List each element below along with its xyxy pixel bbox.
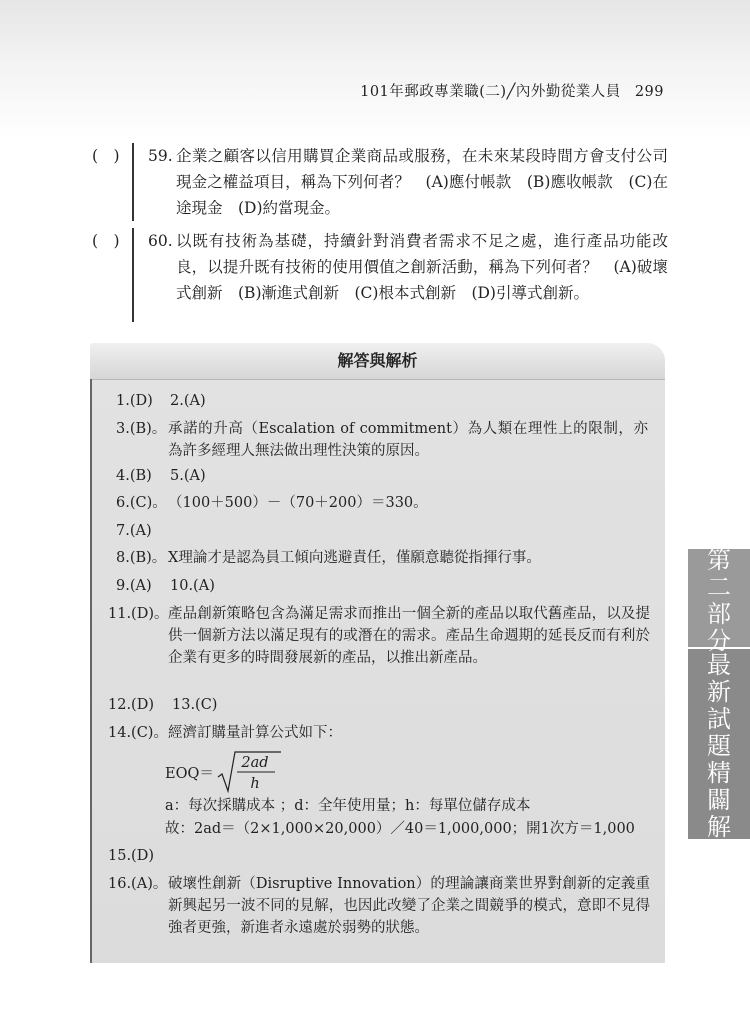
answer-label: 4.(B) (116, 468, 152, 484)
answers-title: 解答與解析 (90, 343, 665, 380)
eoq-legend-text: a：每次採購成本 ；d：全年使用量；h：每單位儲存成本 (165, 798, 531, 814)
answer-label: 1.(D) (116, 393, 153, 409)
answer-blank: ( ) (92, 147, 120, 165)
header-title: 101年郵政專業職(二)╱內外勤從業人員 (360, 84, 621, 100)
answer-row-11 (108, 603, 653, 691)
answer-explanation: （100＋500）－（70＋200）＝330。 (168, 495, 428, 511)
answer-label: 15.(D) (108, 848, 154, 864)
answer-label: 2.(A) (170, 393, 206, 409)
answer-explanation: 經濟訂購量計算公式如下： (168, 725, 342, 741)
page-top-shading (0, 0, 750, 140)
answer-row-3 (116, 418, 651, 462)
answer-label: 7.(A) (116, 523, 152, 539)
answer-label: 14.(C)。 (108, 725, 168, 741)
side-tab-part-text: 第 二 部 分 (707, 546, 731, 655)
answer-row-16 (108, 873, 653, 939)
answer-explanation: X理論才是認為員工傾向逃避責任，僅願意聽從指揮行事。 (168, 550, 541, 566)
answer-blank: ( ) (92, 232, 120, 250)
answer-label: 10.(A) (170, 578, 215, 594)
page-number: 299 (634, 84, 664, 100)
question-divider (132, 228, 134, 322)
answer-label: 5.(A) (170, 468, 206, 484)
side-tab-part (688, 546, 750, 655)
answer-explanation: 承諾的升高（Escalation of commitment）為人類在理性上的限制，亦為許多經理人無法做出理性決策的原因。 (168, 421, 648, 459)
chapter-side-tab (688, 546, 750, 868)
question-number: 60. (148, 232, 173, 250)
answer-label: 8.(B)。 (116, 550, 167, 566)
side-tab-section-text: 最 新 試 題 精 闢 解 析 (707, 651, 731, 868)
question-59 (92, 143, 667, 221)
answer-explanation: 破壞性創新（Disruptive Innovation）的理論讓商業世界對創新的定義重新興起另一波不同的見解，也因此改變了企業之間競爭的模式，意即不見得強者更強，新進者永遠處於弱勢的狀態。 (168, 876, 650, 936)
answer-label: 12.(D) (108, 697, 154, 713)
question-divider (132, 143, 134, 221)
answer-explanation: 產品創新策略包含為滿足需求而推出一個全新的產品以取代舊產品，以及提供一個新方法以滿足現有的或潛在的需求。產品生命週期的延長反而有利於企業有更多的時間發展新的產品，以推出新產品。 (168, 606, 650, 666)
eoq-label: EOQ＝ (165, 766, 214, 782)
question-text: 企業之顧客以信用購買企業商品或服務，在未來某段時間方會支付公司現金之權益項目，稱為下列何者？ (A)應付帳款 (B)應收帳款 (C)在途現金 (D)約當現金。 (176, 147, 668, 217)
eoq-formula (165, 750, 285, 794)
square-root-icon (217, 750, 281, 794)
eoq-calc-text: 故：2ad＝（2×1,000×20,000）／40＝1,000,000；開1次方＝1,000 (165, 821, 635, 837)
answer-label: 13.(C) (172, 697, 218, 713)
question-text: 以既有技術為基礎，持續針對消費者需求不足之處，進行產品功能改良，以提升既有技術的使用價值之創新活動，稱為下列何者？ (A)破壞式創新 (B)漸進式創新 (C)根本式創新 (D)引導式創新。 (176, 232, 668, 302)
eoq-numerator: 2ad (241, 755, 269, 771)
answer-label: 9.(A) (116, 578, 152, 594)
answer-label: 6.(C)。 (116, 495, 167, 511)
answer-label: 3.(B)。 (116, 421, 167, 437)
answer-label: 11.(D)。 (108, 606, 169, 622)
question-number: 59. (148, 147, 173, 165)
running-header (360, 80, 664, 101)
eoq-denominator: h (250, 776, 260, 792)
question-60 (92, 228, 667, 322)
answer-label: 16.(A)。 (108, 876, 168, 892)
answers-left-rule (90, 379, 92, 963)
